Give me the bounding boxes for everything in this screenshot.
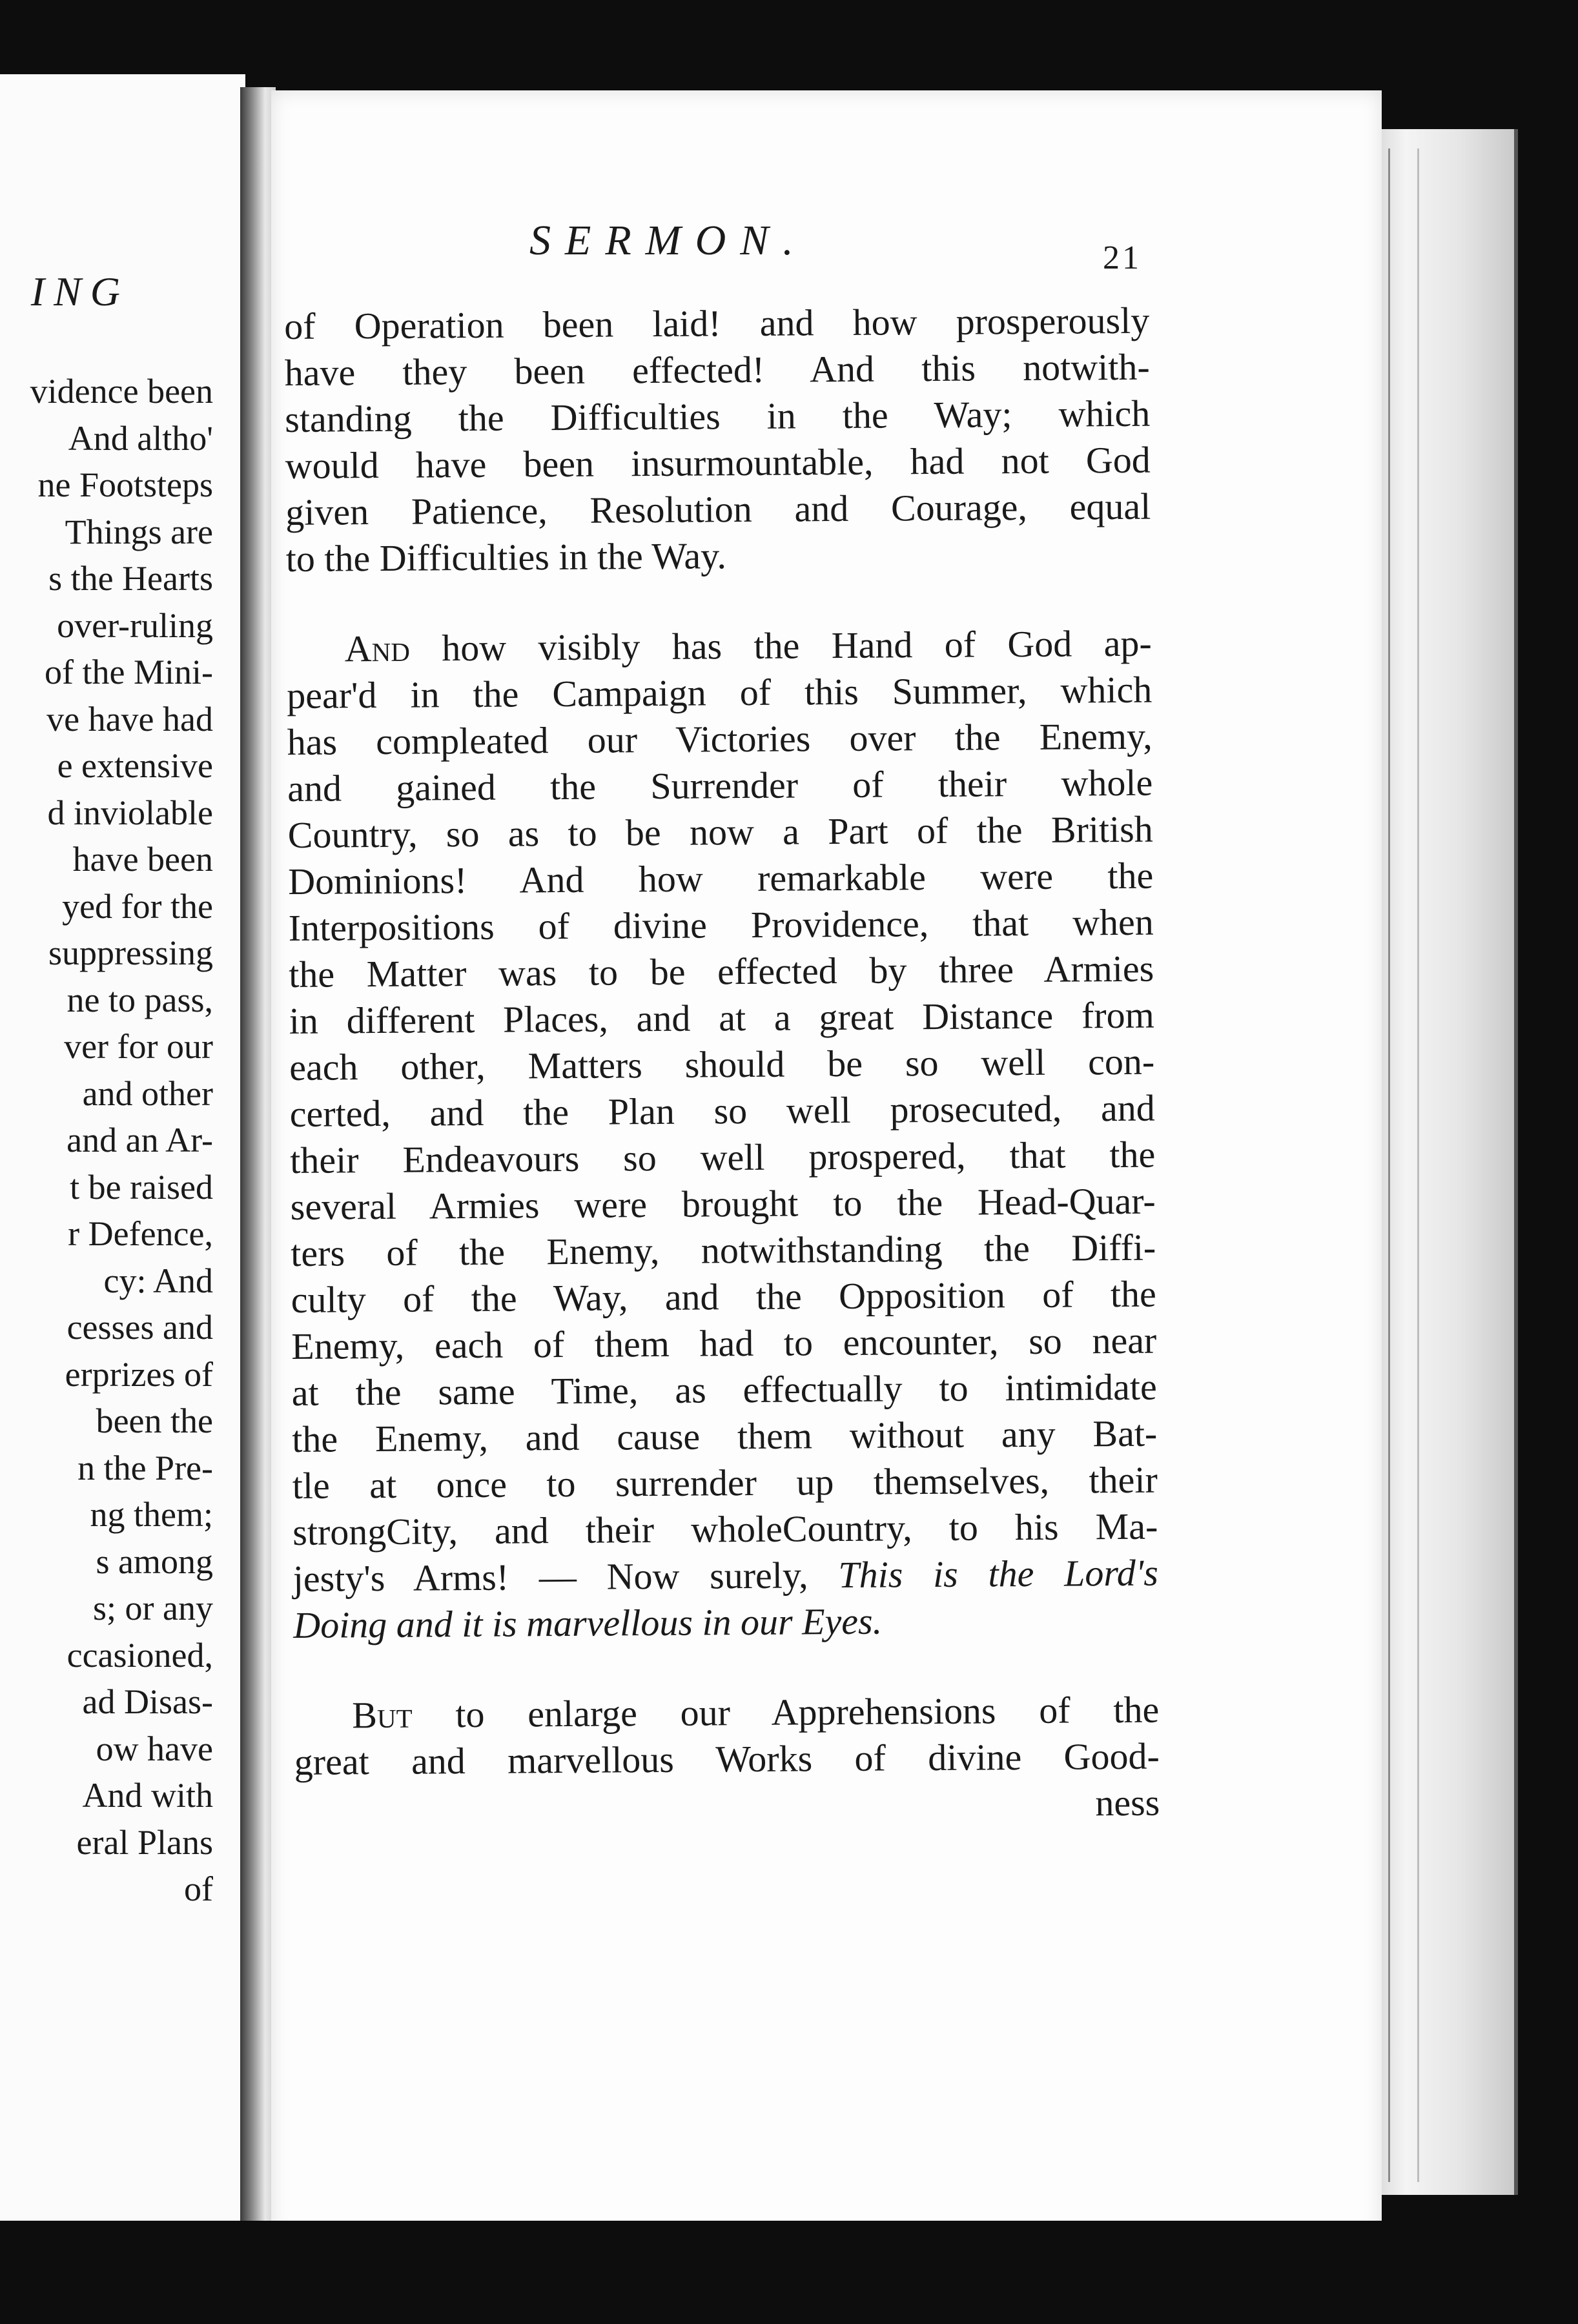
left-text-line: ne to pass,	[67, 980, 213, 1019]
text-line: in different Places, and at a great Distance from	[289, 994, 1154, 1042]
paragraph-3	[294, 1687, 1160, 1832]
left-text-line: ne Footsteps	[37, 465, 213, 504]
left-page-running-head: ING	[30, 269, 129, 314]
text-line: to the Difficulties in the Way.	[285, 535, 727, 580]
left-text-line: s among	[96, 1542, 213, 1581]
paragraph-2	[286, 620, 1158, 1556]
text-line: Country, so as to be now a Part of the British	[287, 808, 1153, 856]
left-text-line: ve have had	[46, 699, 213, 739]
text-line: Doing and it is marvellous in our Eyes.	[293, 1600, 883, 1646]
text-line: But to enlarge our Apprehensions of the	[352, 1688, 1160, 1737]
text-line: ters of the Enemy, notwithstanding the Diffi-	[291, 1226, 1156, 1274]
drop-word: And	[344, 627, 411, 670]
left-text-line: of the Mini-	[45, 653, 213, 691]
left-text-line: And altho'	[68, 418, 213, 458]
left-text-line: been the	[96, 1402, 213, 1440]
text-line: the Enemy, and cause them without any Bat-	[292, 1412, 1158, 1460]
left-text-line: eral Plans	[76, 1822, 213, 1862]
text-line: would have been insurmountable, had not God	[285, 438, 1151, 487]
left-text-line: s; or any	[93, 1589, 213, 1627]
left-text-line: suppressing	[48, 933, 213, 972]
running-head: SERMON.	[529, 217, 808, 264]
left-text-line: And with	[82, 1776, 213, 1815]
text-line: has compleated our Victories over the Enemy,	[287, 715, 1153, 763]
text-line: Dominions! And how remarkable were the	[288, 854, 1154, 902]
left-text-line: vidence been	[30, 372, 213, 411]
text-line: their Endeavours so well prospered, that the	[290, 1133, 1156, 1181]
paragraph-1	[284, 298, 1151, 582]
scan-background	[0, 2221, 1578, 2324]
left-text-line: e extensive	[57, 746, 213, 785]
text-line: of Operation been laid! and how prosperously	[284, 299, 1150, 347]
left-text-line: n the Pre-	[77, 1448, 213, 1487]
text-line: standing the Difficulties in the Way; which	[285, 392, 1151, 440]
text-line: each other, Matters should be so well con-	[289, 1040, 1155, 1088]
left-text-line: erprizes of	[65, 1354, 213, 1394]
text-line: the Matter was to be effected by three Armies	[289, 947, 1154, 995]
text-line: and gained the Surrender of their whole	[287, 761, 1153, 810]
page-edge-line	[1388, 148, 1390, 2182]
left-page	[0, 74, 245, 2250]
catchword: ness	[1095, 1781, 1160, 1824]
page-edges	[1378, 129, 1518, 2195]
paragraph-2-end	[293, 1550, 1159, 1649]
left-text-line: and an Ar-	[67, 1121, 213, 1159]
left-text-line: over-ruling	[57, 606, 213, 645]
left-page-text	[0, 368, 213, 1913]
left-text-line: s the Hearts	[48, 559, 213, 598]
left-text-line: of	[184, 1870, 213, 1908]
text-line: culty of the Way, and the Opposition of the	[291, 1272, 1156, 1321]
left-text-line: d inviolable	[47, 793, 213, 832]
left-text-line: have been	[72, 840, 213, 879]
text-line: jesty's Arms! — Now surely, This is the Lord's	[292, 1551, 1158, 1600]
left-text-line: ad Disas-	[82, 1682, 213, 1721]
left-text-line: and other	[82, 1074, 213, 1113]
text-line: have they been effected! And this notwith-	[284, 345, 1150, 394]
left-text-line: ver for our	[64, 1027, 213, 1066]
left-text-line: cesses and	[67, 1308, 213, 1347]
text-line: great and marvellous Works of divine Good-	[294, 1735, 1160, 1783]
left-text-line: cy: And	[103, 1261, 213, 1300]
page-edge-line	[1417, 148, 1419, 2182]
drop-word: But	[352, 1693, 413, 1737]
page-body	[284, 298, 1160, 1832]
text-line: given Patience, Resolution and Courage, equal	[285, 485, 1151, 533]
text-line: pear'd in the Campaign of this Summer, which	[287, 668, 1153, 717]
left-text-line: ng them;	[90, 1495, 213, 1534]
left-text-line: t be raised	[70, 1167, 213, 1207]
text-line: at the same Time, as effectually to intimidate	[291, 1365, 1157, 1414]
book-gutter	[240, 87, 276, 2234]
text-line: several Armies were brought to the Head-Quar-	[290, 1179, 1156, 1228]
text-line: tle at once to surrender up themselves, their	[292, 1458, 1158, 1507]
text-line: Enemy, each of them had to encounter, so near	[291, 1319, 1157, 1367]
text-line: certed, and the Plan so well prosecuted, and	[289, 1086, 1155, 1135]
text-line: And how visibly has the Hand of God ap-	[344, 622, 1152, 670]
text-line: strongCity, and their wholeCountry, to his Ma-	[292, 1505, 1158, 1553]
left-text-line: yed for the	[62, 886, 213, 926]
left-text-line: r Defence,	[68, 1214, 213, 1253]
left-text-line: ow have	[96, 1729, 213, 1768]
left-text-line: Things are	[65, 512, 213, 551]
text-line: Interpositions of divine Providence, that when	[288, 901, 1154, 949]
left-text-line: ccasioned,	[67, 1635, 213, 1675]
page-number: 21	[1103, 240, 1142, 276]
